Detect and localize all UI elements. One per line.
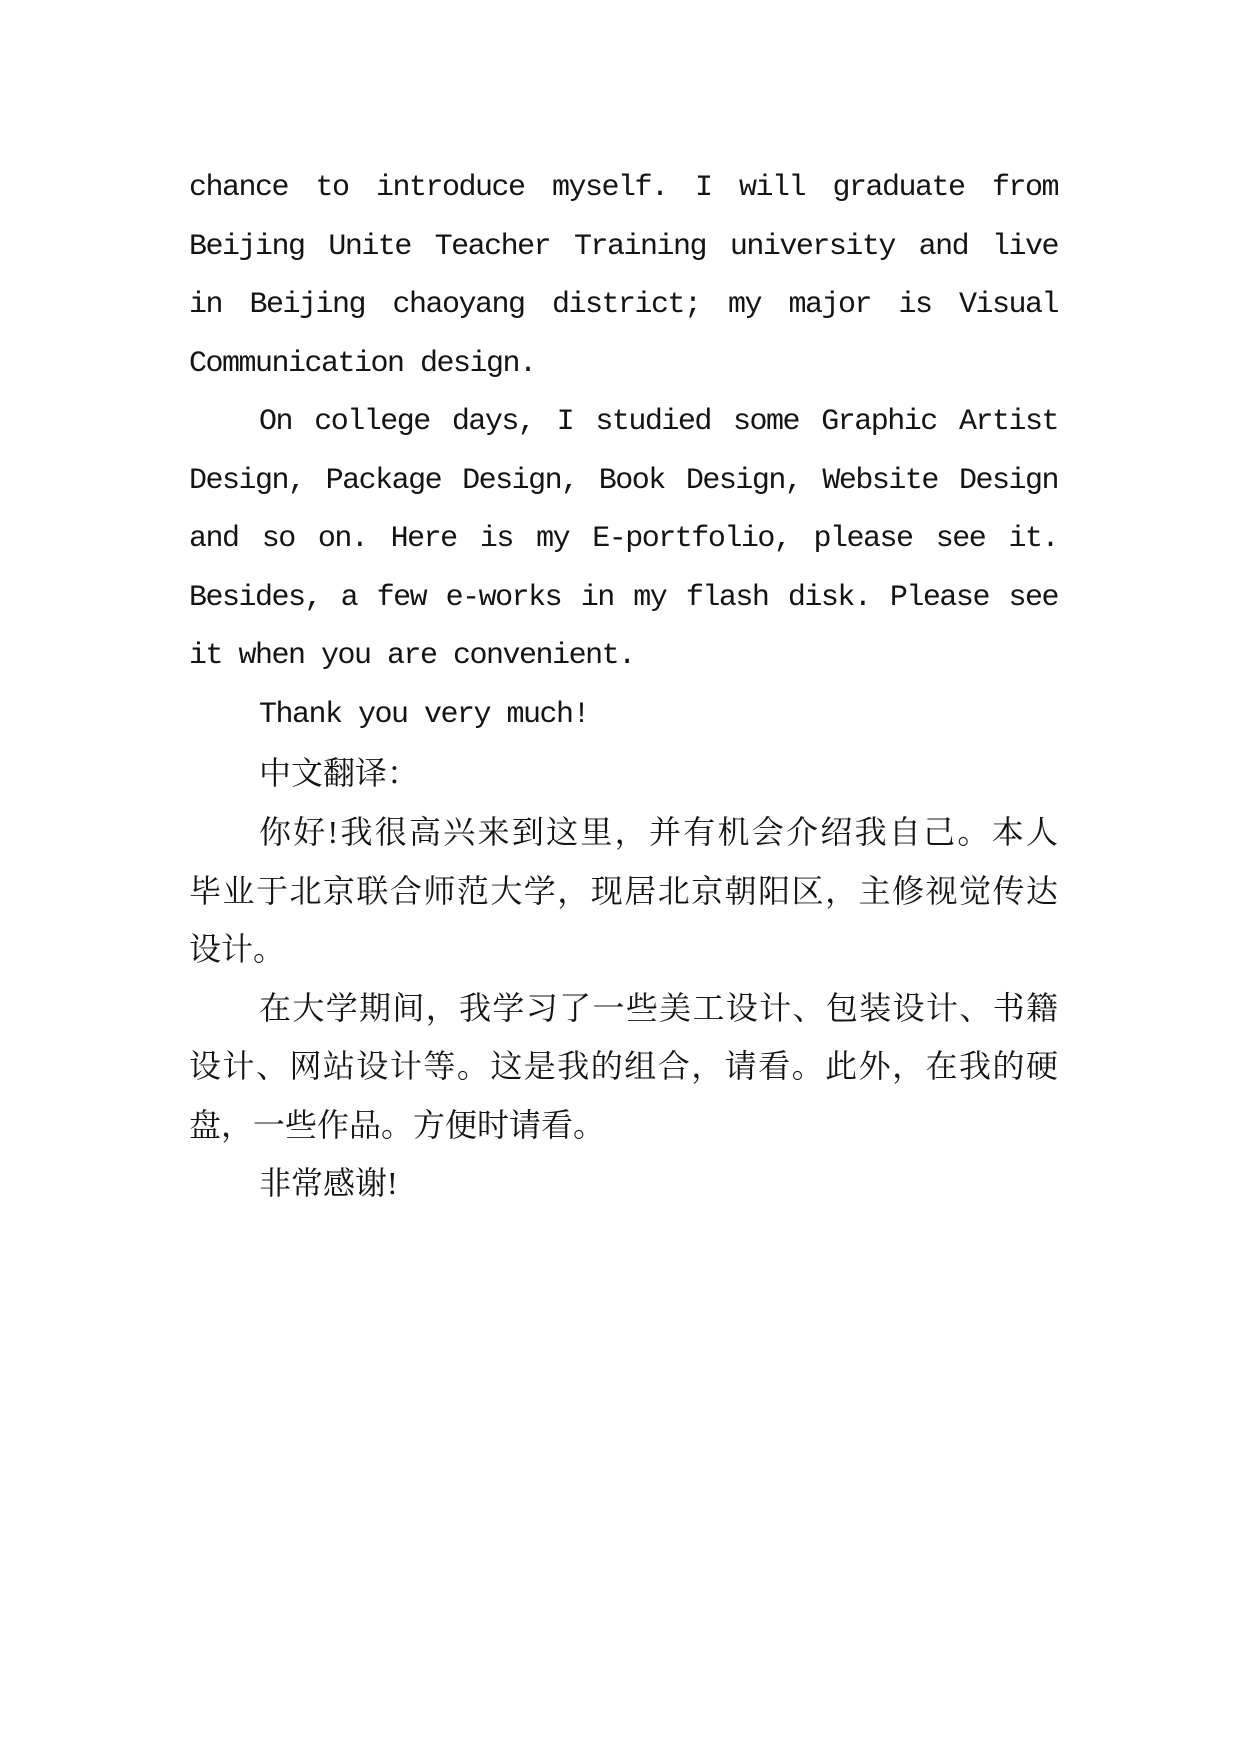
- document-body: [189, 159, 1058, 1213]
- english-thanks-paragraph: [189, 686, 1058, 745]
- paragraph-line: Communication design.: [189, 346, 536, 381]
- chinese-greeting-paragraph: [189, 803, 1058, 979]
- paragraph-line: chance to introduce myself. I will graduate from: [189, 171, 1058, 205]
- chinese-translation-heading: [189, 744, 1058, 803]
- heading-line: 中文翻译：: [259, 755, 420, 792]
- paragraph-line: Besides, a few e-works in my flash disk. Please see: [189, 580, 1058, 615]
- paragraph-line: 盘，一些作品。方便时请看。: [189, 1106, 606, 1143]
- paragraph-line: Thank you very much!: [259, 697, 590, 732]
- paragraph-line: 你好!我很高兴来到这里，并有机会介绍我自己。本人: [259, 814, 1058, 851]
- paragraph-line: 在大学期间，我学习了一些美工设计、包装设计、书籍: [259, 989, 1058, 1026]
- paragraph-line: in Beijing chaoyang district; my major is Visual: [189, 288, 1058, 323]
- paragraph-line: 设计。: [189, 931, 286, 968]
- chinese-studies-paragraph: [189, 979, 1058, 1155]
- chinese-thanks-paragraph: [189, 1154, 1058, 1213]
- paragraph-line: On college days, I studied some Graphic Artist: [259, 405, 1058, 440]
- paragraph-line: 非常感谢!: [259, 1165, 398, 1202]
- paragraph-line: Design, Package Design, Book Design, Website Design: [189, 463, 1058, 498]
- english-intro-paragraph: [189, 159, 1058, 393]
- paragraph-line: and so on. Here is my E-portfolio, please see it.: [189, 522, 1058, 557]
- paragraph-line: Beijing Unite Teacher Training university and live: [189, 229, 1058, 264]
- paragraph-line: it when you are convenient.: [189, 639, 635, 674]
- paragraph-line: 设计、网站设计等。这是我的组合，请看。此外，在我的硬: [189, 1048, 1058, 1085]
- english-studies-paragraph: [189, 393, 1058, 686]
- paragraph-line: 毕业于北京联合师范大学，现居北京朝阳区，主修视觉传达: [189, 872, 1058, 909]
